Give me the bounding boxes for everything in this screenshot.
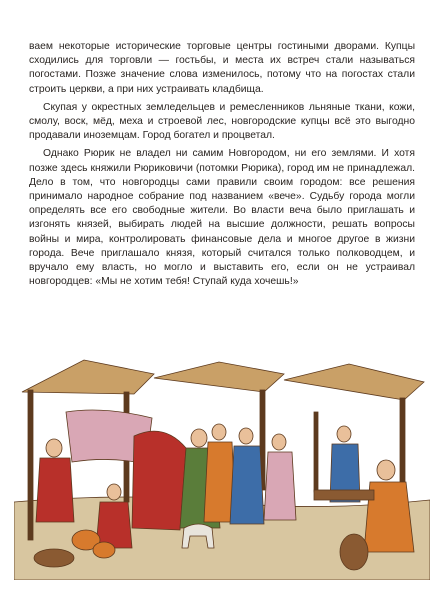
body-text xyxy=(29,40,415,289)
barrel xyxy=(340,534,368,570)
figure-2-head xyxy=(191,429,207,447)
seated-figure-body xyxy=(96,502,132,548)
stall-post-1 xyxy=(28,390,33,540)
red-cloak xyxy=(132,431,186,530)
figure-6-head xyxy=(337,426,351,442)
stall-roof-right xyxy=(284,364,424,400)
figure-1-head xyxy=(46,439,62,457)
merchant-head xyxy=(377,460,395,480)
figure-4-head xyxy=(239,428,253,444)
seated-figure-head xyxy=(107,484,121,500)
paragraph-3: Однако Рюрик не владел ни самим Новгородом, ни его землями. И хотя позже здесь княжили Рюриковичи (потомки Рюрика), город им не принадлежал. Дело в том, что новгородцы сами правили своим городом: все решения принимало народное собрание под названием «вече». Судьбу города могли определять все его свободные жители. Во власти веча было приглашать и изгонять князей, выбирать людей на высшие должности, решать вопросы войны и мира, контролировать финансовые дела и многое другое в жизни города. Вече приглашало князя, который считался только полководцем, и вручало ему власть, но могло и выставить его, если он не устраивал новгородцев: «Мы не хотим тебя! Ступай куда хочешь!» xyxy=(29,148,415,288)
market-scene xyxy=(14,352,430,580)
pumpkin-2 xyxy=(93,542,115,558)
stall-roof-left xyxy=(22,360,154,394)
paragraph-2: Скупая у окрестных земледельцев и ремесленников льняные ткани, кожи, смолу, воск, мёд, меха и строевой лес, новгородские купцы всё это выгодно продавали иноземцам. Город богател и процветал. xyxy=(29,101,415,142)
figure-5-body xyxy=(264,452,296,520)
figure-5-head xyxy=(272,434,286,450)
stall-post-5 xyxy=(314,412,318,492)
figure-3-head xyxy=(212,424,226,440)
figure-1-body xyxy=(36,458,74,522)
paragraph-1: ваем некоторые исторические торговые центры гостиными дворами. Купцы сходились для торговли — гостьбы, и места их встреч стали называться погостами. Позже значение слова изменилось, потому что на погостах стали строить церкви, а при них устраивать кладбища. xyxy=(29,41,415,95)
counter xyxy=(314,490,374,500)
market-illustration xyxy=(14,352,430,580)
basket xyxy=(34,549,74,567)
stall-roof-center xyxy=(154,362,284,392)
figure-4-body xyxy=(230,446,264,524)
